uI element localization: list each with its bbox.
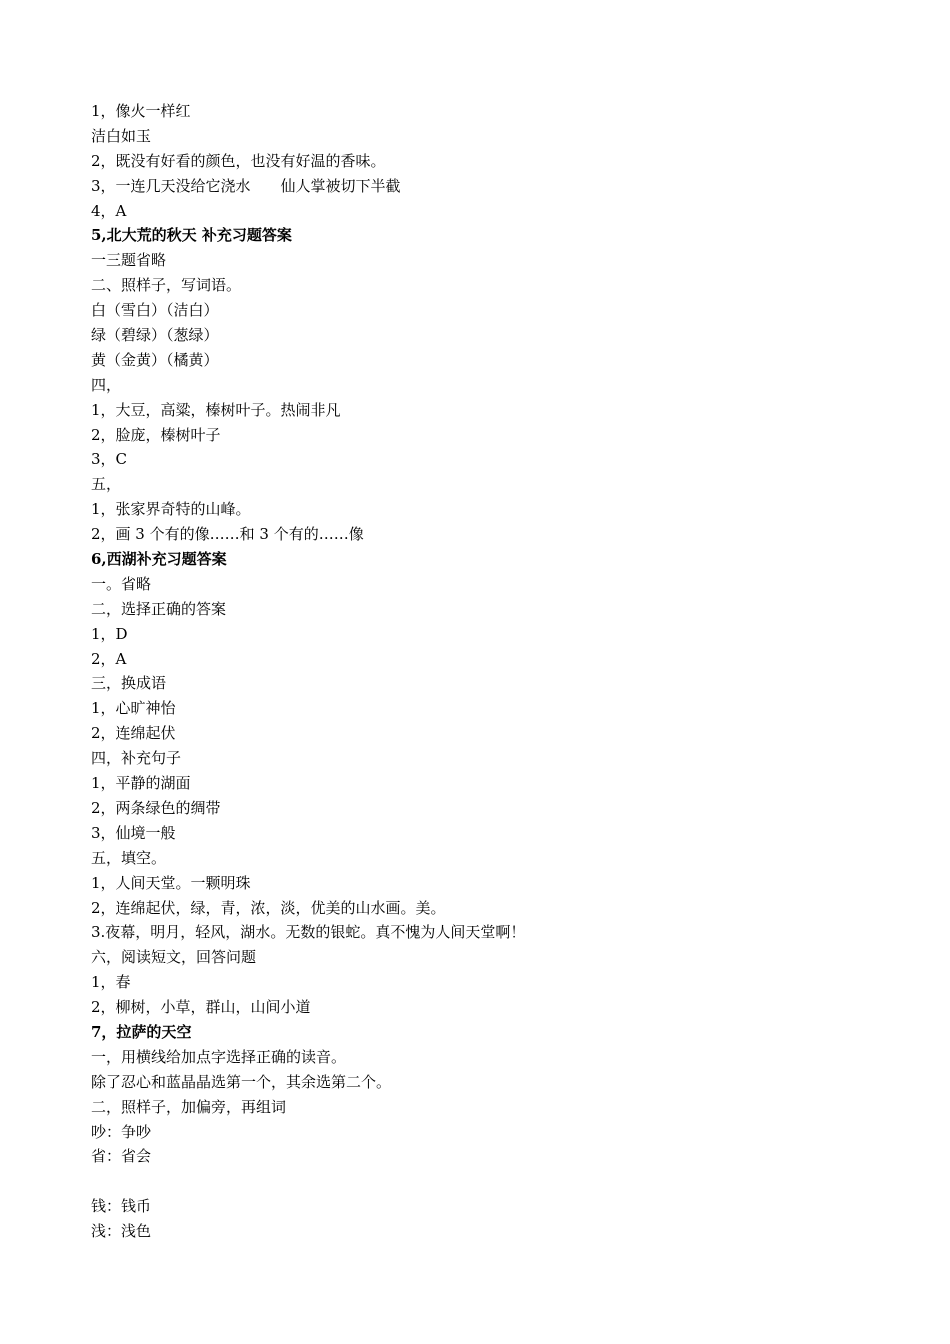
text-line: 吵：争吵 [91, 1122, 152, 1141]
text-line: 2，连绵起伏 [91, 724, 176, 743]
text-line: 1，D [91, 624, 128, 643]
text-line: 除了忍心和蓝晶晶选第一个，其余选第二个。 [91, 1072, 392, 1091]
text-line: 4，A [91, 201, 127, 220]
text-line: 绿（碧绿）（葱绿） [91, 326, 219, 345]
section-heading: 7，拉萨的天空 [91, 1022, 192, 1041]
text-line: 1，张家界奇特的山峰。 [91, 500, 251, 519]
text-line: 省：省会 [91, 1147, 152, 1166]
text-line: 四，补充句子 [91, 749, 182, 768]
text-line: 1，像火一样红 [91, 102, 191, 120]
text-line: 1，平静的湖面 [91, 774, 191, 793]
text-line: 浅：浅色 [91, 1222, 152, 1241]
text-line: 2，脸庞，榛树叶子 [91, 425, 221, 444]
text-line: 一，用横线给加点字选择正确的读音。 [91, 1047, 347, 1066]
text-line: 二，选择正确的答案 [91, 599, 227, 618]
text-line: 四， [91, 375, 122, 394]
text-line: 五，填空。 [91, 848, 167, 867]
text-line: 1，春 [91, 973, 131, 992]
text-line: 3.夜幕，明月，轻风，湖水。无数的银蛇。真不愧为人间天堂啊！ [91, 923, 526, 942]
document-page [91, 99, 891, 1244]
text-line: 洁白如玉 [91, 126, 152, 145]
text-line: 三，换成语 [91, 674, 167, 693]
text-line: 1，大豆，高粱，榛树叶子。热闹非凡 [91, 400, 341, 419]
text-line: 二，照样子，加偏旁，再组词 [91, 1097, 287, 1116]
text-line: 2，两条绿色的绸带 [91, 798, 221, 817]
blank-line [91, 1169, 891, 1194]
text-line: 2，既没有好看的颜色，也没有好温的香味。 [91, 151, 386, 170]
text-line: 黄（金黄）（橘黄） [91, 350, 219, 369]
text-line: 2，A [91, 649, 127, 668]
text-line: 1，人间天堂。一颗明珠 [91, 873, 251, 892]
text-line: 3，C [91, 450, 128, 469]
text-line: 一。省略 [91, 574, 152, 593]
text-line: 二、照样子，写词语。 [91, 276, 242, 295]
text-line: 3，一连几天没给它浇水 仙人掌被切下半截 [91, 176, 401, 195]
text-line: 2，连绵起伏，绿，青，浓，淡，优美的山水画。美。 [91, 898, 446, 917]
text-line: 2，画 3 个有的像……和 3 个有的……像 [91, 525, 364, 544]
section-heading: 6,西湖补充习题答案 [91, 550, 227, 569]
text-line: 一三题省略 [91, 251, 167, 270]
text-line: 3，仙境一般 [91, 823, 176, 842]
text-line: 2，柳树，小草，群山，山间小道 [91, 998, 311, 1017]
text-line: 钱：钱币 [91, 1197, 152, 1216]
text-line: 1，心旷神怡 [91, 699, 176, 718]
section-heading: 5,北大荒的秋天 补充习题答案 [91, 226, 292, 245]
text-line: 六，阅读短文，回答问题 [91, 948, 257, 967]
text-line: 白（雪白）（洁白） [91, 301, 219, 320]
text-line: 五， [91, 475, 122, 494]
